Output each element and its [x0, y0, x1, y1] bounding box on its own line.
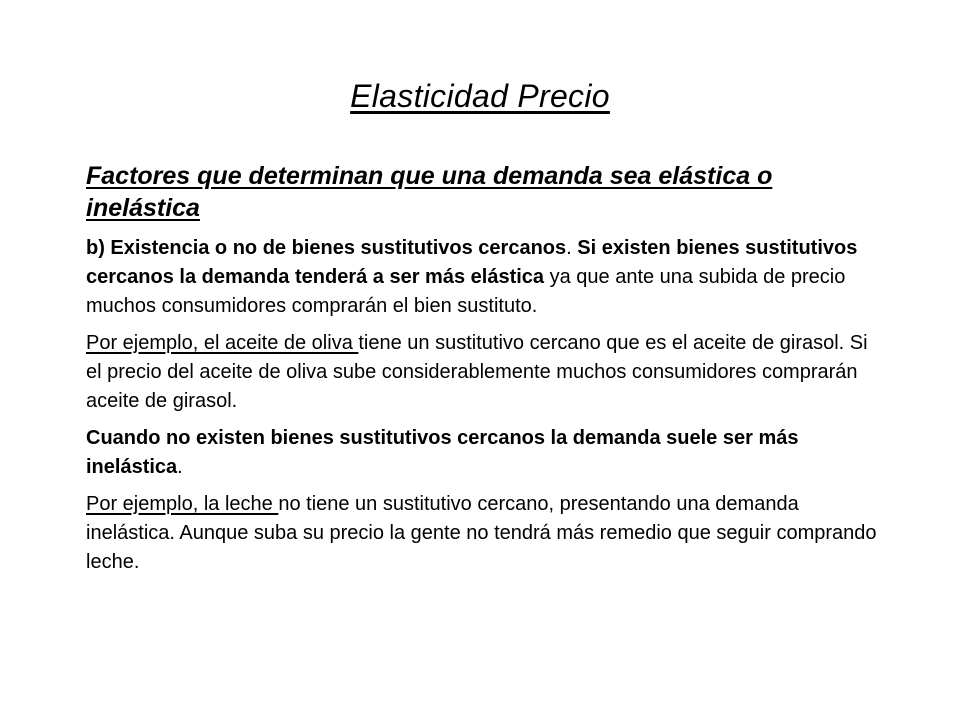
paragraph-no-substitutes-rest: .	[177, 456, 183, 478]
paragraph-milk-lead: Por ejemplo, la leche	[86, 493, 279, 515]
paragraph-olive-oil-lead: Por ejemplo, el aceite de oliva	[86, 332, 359, 354]
paragraph-substitutes-period: .	[566, 237, 578, 259]
paragraph-olive-oil-example	[86, 329, 886, 416]
paragraph-substitutes-rest: ya que ante una subida de precio muchos consumidores comprarán el bien sustituto.	[86, 266, 846, 317]
paragraph-olive-oil-rest: tiene un sustitutivo cercano que es el aceite de girasol. Si el precio del aceite de oliva sube considerablemente muchos consumidores comprarán aceite de girasol.	[86, 332, 868, 412]
paragraph-substitutes	[86, 234, 886, 321]
slide-body	[86, 160, 886, 585]
paragraph-substitutes-statement: Si existen bienes sustitutivos cercanos la demanda tenderá a ser más elástica	[86, 237, 858, 288]
paragraph-milk-rest: no tiene un sustitutivo cercano, presentando una demanda inelástica. Aunque suba su precio la gente no tendrá más remedio que seguir comprando leche.	[86, 493, 877, 573]
paragraph-milk-example	[86, 490, 886, 577]
paragraph-no-substitutes-statement: Cuando no existen bienes sustitutivos cercanos la demanda suele ser más inelástica	[86, 427, 799, 478]
slide-title: Elasticidad Precio	[350, 78, 610, 114]
paragraph-substitutes-lead: b) Existencia o no de bienes sustitutivos cercanos	[86, 237, 567, 259]
slide-subtitle: Factores que determinan que una demanda sea elástica o inelástica	[86, 162, 773, 222]
paragraph-no-substitutes	[86, 424, 886, 482]
